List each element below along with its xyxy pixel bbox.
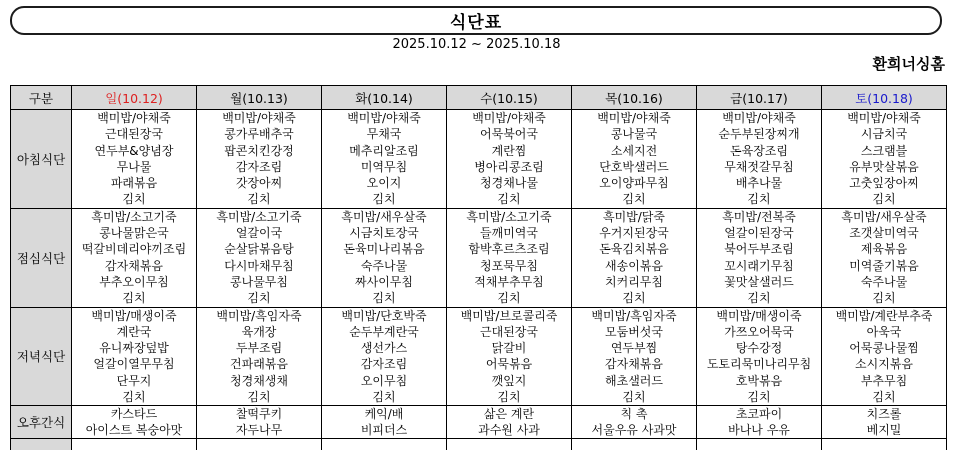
facility-name: 환희너싱홈 [872, 55, 945, 73]
menu-item: 고춧잎장아찌 [849, 176, 919, 191]
menu-cell [572, 208, 697, 307]
partial-row-cell [572, 439, 697, 450]
menu-item: 카스타드 [110, 407, 158, 422]
partial-row-cell [697, 439, 822, 450]
menu-item: 탕수강정 [735, 341, 783, 356]
menu-item: 도토리묵미나리무침 [706, 357, 812, 372]
menu-item: 흑미밥/새우살죽 [341, 209, 427, 224]
menu-item: 찰떡쿠키 [235, 407, 283, 422]
menu-item: 김치 [372, 291, 396, 306]
menu-item: 아이스트 복숭아맛 [85, 423, 183, 438]
menu-item: 김치 [372, 192, 396, 207]
menu-cell [322, 208, 447, 307]
menu-item: 돈육장조림 [730, 143, 788, 158]
menu-cell [697, 406, 822, 439]
partial-row-label [11, 439, 72, 450]
menu-item: 청경채생채 [230, 373, 288, 388]
menu-item: 단무지 [116, 373, 152, 388]
menu-item: 백미밥/야채죽 [597, 111, 671, 125]
title-box [10, 6, 942, 35]
menu-item: 병아리콩조림 [474, 159, 544, 174]
menu-item: 순두부된장찌개 [718, 127, 800, 142]
menu-item: 짜사이무침 [355, 274, 413, 289]
menu-item: 김치 [872, 291, 896, 306]
menu-item: 김치 [622, 291, 646, 306]
menu-item: 적채부추무침 [474, 274, 544, 289]
menu-item: 백미밥/브로콜리죽 [460, 308, 558, 323]
menu-cell [447, 406, 572, 439]
menu-cell [72, 110, 197, 209]
menu-item: 계란찜 [491, 143, 527, 158]
menu-item: 미역줄기볶음 [849, 258, 919, 273]
menu-item: 무나물 [116, 159, 152, 174]
menu-item: 백미밥/매생이죽 [91, 308, 177, 323]
menu-item: 백미밥/흑임자죽 [216, 308, 302, 323]
menu-item: 오이무침 [360, 373, 408, 388]
menu-item: 백미밥/계란부추죽 [835, 308, 933, 323]
menu-item: 김치 [747, 291, 771, 306]
menu-item: 단호박샐러드 [599, 159, 669, 174]
menu-item: 백미밥/야채죽 [347, 111, 421, 125]
menu-item: 과수원 사과 [478, 423, 540, 438]
menu-item: 가쯔오어묵국 [724, 324, 794, 339]
menu-cell [197, 208, 322, 307]
menu-item: 닭갈비 [491, 341, 527, 356]
menu-item: 팝콘치킨강정 [224, 143, 294, 158]
menu-item: 초코파이 [735, 407, 783, 422]
page-title: 식단표 [449, 13, 503, 33]
table-row [11, 307, 947, 406]
menu-item: 얼갈이된장국 [724, 226, 794, 241]
menu-cell [322, 110, 447, 209]
menu-item: 숙주나물 [860, 274, 908, 289]
menu-item: 어묵콩나물찜 [849, 341, 919, 356]
partial-row-cell [822, 439, 947, 450]
menu-item: 흑미밥/새우살죽 [841, 209, 927, 224]
menu-cell [197, 406, 322, 439]
partial-row-cell [72, 439, 197, 450]
menu-item: 꼬시래기무침 [724, 258, 794, 273]
menu-item: 호박볶음 [735, 373, 783, 388]
menu-item: 김치 [497, 291, 521, 306]
menu-item: 제육볶음 [860, 242, 908, 257]
menu-item: 백미밥/단호박죽 [341, 308, 427, 323]
menu-item: 콩가루배추국 [224, 127, 294, 142]
menu-item: 어묵볶음 [485, 357, 533, 372]
menu-item: 두부조림 [235, 341, 283, 356]
menu-item: 유부맛살볶음 [849, 159, 919, 174]
menu-item: 무채국 [366, 127, 402, 142]
menu-item: 삶은 계란 [483, 407, 535, 422]
menu-item: 북어두부조림 [724, 242, 794, 257]
menu-item: 청경채나물 [480, 176, 538, 191]
date-range: 2025.10.12 ~ 2025.10.18 [392, 37, 561, 52]
menu-item: 근대된장국 [480, 324, 538, 339]
menu-item: 계란국 [116, 324, 152, 339]
menu-item: 치커리무침 [605, 274, 663, 289]
menu-item: 연두부찜 [610, 341, 658, 356]
menu-cell [322, 307, 447, 406]
menu-item: 꽃맛살샐러드 [724, 274, 794, 289]
meal-row-label: 오후간식 [11, 406, 72, 439]
menu-item: 바나나 우유 [728, 423, 790, 438]
menu-item: 김치 [747, 192, 771, 207]
menu-item: 해초샐러드 [605, 373, 663, 388]
menu-item: 돈육김치볶음 [599, 242, 669, 257]
table-body [11, 86, 947, 450]
corner-header-cell: 구분 [11, 86, 72, 110]
menu-item: 함박후르츠조림 [468, 242, 550, 257]
menu-item: 흑미밥/닭죽 [602, 209, 665, 224]
menu-item: 깻잎지 [491, 373, 527, 388]
menu-item: 김치 [247, 390, 271, 405]
partial-row-cell [447, 439, 572, 450]
menu-item: 감자채볶음 [105, 258, 163, 273]
day-header-cell: 토(10.18) [822, 86, 947, 110]
menu-item: 베지밀 [866, 423, 902, 438]
menu-item: 들깨미역국 [480, 226, 538, 241]
menu-item: 백미밥/흑임자죽 [591, 308, 677, 323]
menu-item: 흑미밥/소고기죽 [466, 209, 552, 224]
menu-item: 김치 [747, 390, 771, 405]
menu-item: 청포묵무침 [480, 258, 538, 273]
menu-cell [822, 406, 947, 439]
table-row [11, 208, 947, 307]
meal-plan-table [10, 85, 947, 450]
table-row [11, 406, 947, 439]
menu-cell [72, 307, 197, 406]
menu-item: 감자채볶음 [605, 357, 663, 372]
menu-cell [697, 307, 822, 406]
menu-item: 김치 [122, 390, 146, 405]
menu-item: 근대된장국 [105, 127, 163, 142]
menu-item: 비피더스 [360, 423, 408, 438]
menu-item: 소세지전 [610, 143, 658, 158]
menu-item: 연두부&양념장 [94, 143, 174, 158]
menu-item: 김치 [622, 390, 646, 405]
menu-item: 김치 [497, 192, 521, 207]
menu-item: 아욱국 [866, 324, 902, 339]
menu-cell [572, 307, 697, 406]
menu-item: 소시지볶음 [855, 357, 913, 372]
menu-item: 감자조림 [360, 357, 408, 372]
menu-item: 배추나물 [735, 176, 783, 191]
menu-item: 시금치토장국 [349, 226, 419, 241]
menu-cell [72, 406, 197, 439]
menu-item: 생선가스 [360, 341, 408, 356]
meal-row-label: 저녁식단 [11, 307, 72, 406]
menu-cell [572, 406, 697, 439]
menu-item: 새송이볶음 [605, 258, 663, 273]
menu-item: 서울우유 사과맛 [591, 423, 677, 438]
menu-item: 오이지 [366, 176, 402, 191]
menu-item: 김치 [497, 390, 521, 405]
day-header-row [11, 86, 947, 110]
menu-item: 어묵북어국 [480, 127, 538, 142]
menu-item: 메추리알조림 [349, 143, 419, 158]
menu-item: 콩나물맑은국 [99, 226, 169, 241]
menu-item: 백미밥/야채죽 [722, 111, 796, 125]
menu-item: 자두나무 [235, 423, 283, 438]
day-header-cell: 수(10.15) [447, 86, 572, 110]
partial-row-cell [197, 439, 322, 450]
menu-item: 떡갈비데리야끼조림 [81, 242, 187, 257]
menu-item: 흑미밥/소고기죽 [216, 209, 302, 224]
menu-item: 부추무침 [860, 373, 908, 388]
day-header-cell: 금(10.17) [697, 86, 822, 110]
menu-cell [72, 208, 197, 307]
menu-item: 돈육미나리볶음 [343, 242, 425, 257]
menu-item: 부추오이무침 [99, 274, 169, 289]
menu-item: 백미밥/매생이죽 [716, 308, 802, 323]
menu-item: 백미밥/야채죽 [472, 111, 546, 125]
menu-item: 콩나물국 [610, 127, 658, 142]
menu-cell [822, 110, 947, 209]
meal-row-label: 아침식단 [11, 110, 72, 209]
menu-item: 백미밥/야채죽 [847, 111, 921, 125]
menu-item: 김치 [122, 192, 146, 207]
menu-item: 유니짜장덮밥 [99, 341, 169, 356]
menu-item: 김치 [122, 291, 146, 306]
menu-item: 다시마채무침 [224, 258, 294, 273]
menu-item: 미역무침 [360, 159, 408, 174]
menu-cell [697, 208, 822, 307]
menu-cell [197, 110, 322, 209]
menu-item: 콩나물무침 [230, 274, 288, 289]
menu-cell [447, 110, 572, 209]
menu-item: 케익/배 [364, 407, 404, 422]
menu-item: 순살닭볶음탕 [224, 242, 294, 257]
day-header-cell: 월(10.13) [197, 86, 322, 110]
menu-item: 얼갈이열무무침 [93, 357, 175, 372]
menu-item: 백미밥/야채죽 [97, 111, 171, 125]
menu-item: 흑미밥/전복죽 [722, 209, 796, 224]
menu-item: 시금치국 [860, 127, 908, 142]
menu-item: 오이양파무침 [599, 176, 669, 191]
meal-row-label: 점심식단 [11, 208, 72, 307]
menu-cell [822, 307, 947, 406]
menu-item: 김치 [247, 291, 271, 306]
day-header-cell: 목(10.16) [572, 86, 697, 110]
menu-item: 숙주나물 [360, 258, 408, 273]
menu-item: 파래볶음 [110, 176, 158, 191]
menu-item: 건파래볶음 [230, 357, 288, 372]
menu-cell [197, 307, 322, 406]
menu-cell [697, 110, 822, 209]
menu-item: 김치 [872, 390, 896, 405]
menu-item: 흑미밥/소고기죽 [91, 209, 177, 224]
menu-item: 김치 [247, 192, 271, 207]
menu-cell [447, 208, 572, 307]
menu-item: 순두부계란국 [349, 324, 419, 339]
menu-item: 감자조림 [235, 159, 283, 174]
partial-row [11, 439, 947, 450]
menu-item: 우거지된장국 [599, 226, 669, 241]
menu-item: 갓장아찌 [235, 176, 283, 191]
menu-item: 육개장 [241, 324, 277, 339]
menu-cell [447, 307, 572, 406]
menu-item: 백미밥/야채죽 [222, 111, 296, 125]
menu-item: 김치 [372, 390, 396, 405]
day-header-cell: 화(10.14) [322, 86, 447, 110]
menu-cell [572, 110, 697, 209]
menu-item: 치즈롤 [866, 407, 902, 422]
menu-item: 김치 [872, 192, 896, 207]
menu-item: 김치 [622, 192, 646, 207]
menu-item: 얼갈이국 [235, 226, 283, 241]
menu-item: 칙 촉 [620, 407, 648, 422]
menu-item: 조갯살미역국 [849, 226, 919, 241]
menu-item: 스크램블 [860, 143, 908, 158]
partial-row-cell [322, 439, 447, 450]
menu-item: 모둠버섯국 [605, 324, 663, 339]
table-row [11, 110, 947, 209]
day-header-cell: 일(10.12) [72, 86, 197, 110]
menu-cell [822, 208, 947, 307]
menu-cell [322, 406, 447, 439]
menu-item: 무채젓갈무침 [724, 159, 794, 174]
